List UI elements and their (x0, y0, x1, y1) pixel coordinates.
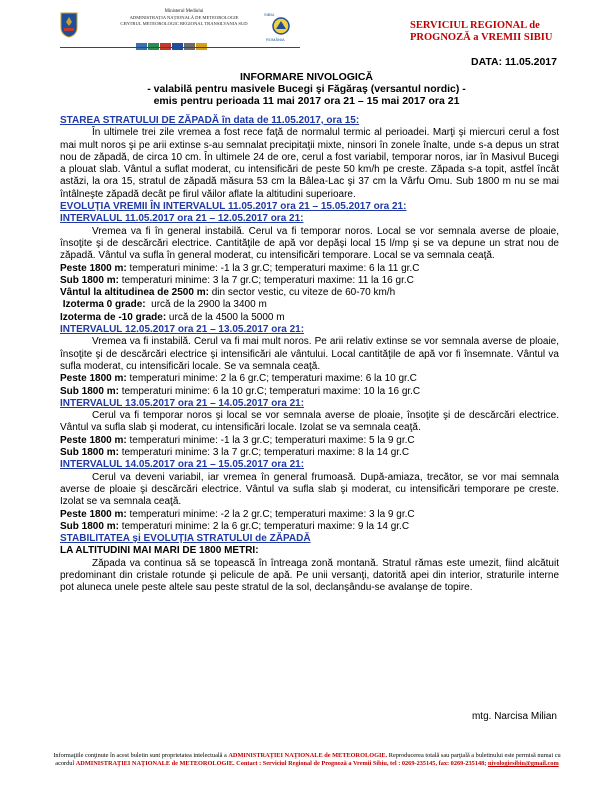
line-value: temperaturi minime: -1 la 3 gr.C; temperaturi maxime: 5 la 9 gr.C (126, 434, 415, 446)
stability-heading: STABILITATEA şi EVOLUŢIA STRATULUI de ZĂPADĂ (60, 533, 311, 545)
interval-text: Cerul va deveni variabil, iar vremea în general frumoasă. După-amiaza, trecător, se vor mai semnala averse de ploaie şi descărcări electrice. Vântul va sufla slab şi moderat, cu intensificări temporare pe creste. Izolat se va semnala ceaţă. (60, 471, 559, 508)
bulletin-date: DATA: 11.05.2017 (471, 56, 557, 68)
isotherm-line (60, 299, 559, 311)
interval-heading: INTERVALUL 12.05.2017 ora 21 – 13.05.2017 ora 21: (60, 324, 305, 336)
temperature-line (60, 373, 559, 385)
temperature-line (60, 435, 559, 447)
interval-text: Vremea va fi instabilă. Cerul va fi mai mult noros. Pe arii relativ extinse se vor semnala averse de ploaie, însoţite şi de descărcări electrice şi intensificări ale vântului. Local cantităţile de apă vor fi însemnate. Vântul va sufla moderat, cu intensificări locale. Se va semnala ceaţă. (60, 336, 559, 372)
interval-heading: INTERVALUL 13.05.2017 ora 21 – 14.05.2017 ora 21: (60, 397, 305, 409)
title-line-3: emis pentru perioada 11 mai 2017 ora 21 – 15 mai 2017 ora 21 (153, 95, 460, 108)
footer-text: Reproducerea totală sau parţială a buletinului este permisă numai cu acordul (55, 752, 561, 768)
line-value: temperaturi minime: 2 la 6 gr.C; temperaturi maxime: 6 la 10 gr.C (126, 373, 417, 385)
line-label: Peste 1800 m: (60, 373, 127, 385)
line-value: temperaturi minime: 6 la 10 gr.C; temperaturi maxime: 10 la 16 gr.C (118, 385, 421, 397)
line-value: temperaturi minime: 3 la 7 gr.C; temperaturi maxime: 11 la 16 gr.C (118, 274, 414, 286)
line-label: Izoterma de -10 grade: (60, 311, 167, 323)
interval-text: Cerul va fi temporar noros şi local se vor semnala averse de ploaie, însoţite şi de descărcări electrice. Vântul va sufla slab şi moderat, cu intensificări locale. Izolat se va semnala ceaţă. (60, 410, 559, 434)
center-name: CENTRUL METEOROLOGIC REGIONAL TRANSILVANIA SUD (120, 21, 248, 26)
footer-email-link[interactable]: nivologiesibiu@gmail.com (487, 760, 559, 768)
sibiu-emblem-icon (270, 16, 292, 36)
temperature-line (60, 509, 559, 521)
line-value: temperaturi minime: 3 la 7 gr.C; temperaturi maxime: 8 la 14 gr.C (118, 447, 410, 459)
bulletin-title (60, 71, 553, 108)
stability-subheading: LA ALTITUDINI MAI MARI DE 1800 METRI: (60, 545, 259, 557)
line-label: Sub 1800 m: (60, 447, 119, 459)
snow-state-text: În ultimele trei zile vremea a fost rece faţă de normalul termic al perioadei. Marţi şi miercuri cerul a fost mai mult noros şi pe arii extinse s-au semnalat precipitaţii mixte, ninsori în zonele înalte, unde s-a depus un strat nou de zăpadă, de circa 10 cm. În ultimele 24 de ore, cerul a fost variabil, temporar noros, iar în Masivul Bucegi a plouat slab. Vântul a suflat moderat, cu intensificări de peste 50 km/h pe creste. Zăpada s-a topit, astfel încât astăzi, la ora 15, stratul de zăpadă măsura 53 cm la Bâlea-Lac şi 37 cm la Vârfu Omu. Sub 1800 m nu se mai întâlneşte zăpadă decât pe firul văilor aflate la altitudini superioare. (60, 127, 559, 200)
bulletin-body (60, 115, 559, 595)
signature: mtg. Narcisa Milian (471, 711, 557, 722)
footer-text: Informaţiile conţinute în acest buletin sunt proprietatea intelectuală a (53, 752, 229, 759)
interval-heading: INTERVALUL 11.05.2017 ora 21 – 12.05.2017 ora 21: (60, 213, 304, 225)
snow-state-heading: STAREA STRATULUI DE ZĂPADĂ în data de 11.05.2017, ora 15: (60, 115, 360, 126)
line-label: Peste 1800 m: (60, 262, 127, 274)
ministry-name: Ministerul Mediului (164, 9, 204, 14)
line-value: urcă de la 2900 la 3400 m (145, 299, 267, 311)
line-label: Sub 1800 m: (60, 520, 119, 532)
line-value: temperaturi minime: -1 la 3 gr.C; temperaturi maxime: 6 la 11 gr.C (126, 262, 420, 274)
service-line-2: PROGNOZĂ a VREMII SIBIU (410, 32, 553, 43)
temperature-line (60, 447, 559, 459)
line-value: temperaturi minime: 2 la 6 gr.C; temperaturi maxime: 9 la 14 gr.C (118, 520, 410, 532)
temperature-line (60, 275, 559, 287)
temperature-line (60, 263, 559, 275)
interval-text: Vremea va fi în general instabilă. Cerul va fi temporar noros. Local se vor semnala averse de ploaie, însoţite şi de descărcări electrice. Cantităţile de apă vor depăşi local 15 l/mp şi se va depune un strat nou de zăpadă. Vântul va sufla în general moderat, cu intensificări temporare. Local se va semnala ceaţă. (60, 225, 559, 262)
line-label: Sub 1800 m: (60, 274, 119, 286)
line-label: Peste 1800 m: (60, 434, 127, 446)
interval-heading: INTERVALUL 14.05.2017 ora 21 – 15.05.2017 ora 21: (60, 459, 305, 471)
line-label: Peste 1800 m: (60, 508, 127, 520)
service-name (410, 20, 570, 44)
title-line-2: - valabilă pentru masivele Bucegi şi Făgăraş (versantul nordic) - (147, 83, 466, 96)
stability-text: Zăpada va continua să se topească în întreaga zonă montană. Stratul rămas este umezit, fiind alcătuit predominant din cristale rotunde şi pelicule de apă. Pe unii versanţi, datorită apei din interior, straturile interne pot aluneca unele peste altele sau peste stratul de la sol, declanşându-se avalanşe de topire. (60, 557, 559, 594)
line-label: Izoterma 0 grade: (60, 299, 146, 311)
wind-line (60, 287, 559, 299)
line-label: Sub 1800 m: (60, 385, 119, 397)
line-value: din sector vestic, cu viteze de 60-70 km/h (208, 287, 396, 299)
footer-org: ADMINISTRAŢIEI NAŢIONALE de METEOROLOGIE. (228, 752, 388, 759)
footer-contact: Contact : Serviciul Regional de Prognoză a Vremii Sibiu (234, 760, 387, 768)
line-label: Vântul la altitudinea de 2500 m: (60, 287, 209, 299)
header-divider (60, 47, 300, 48)
footer-disclaimer (50, 752, 564, 769)
footer-phone: , tel : 0269-235145, fax: 0269-235148; (386, 760, 488, 768)
title-line-1: INFORMARE NIVOLOGICĂ (240, 71, 373, 83)
temperature-line (60, 386, 559, 398)
footer-org: ADMINISTRAŢIEI NAŢIONALE de METEOROLOGIE. (75, 760, 235, 768)
line-value: temperaturi minime: -2 la 2 gr.C; temperaturi maxime: 3 la 9 gr.C (126, 508, 415, 520)
partner-logos (136, 37, 208, 45)
administration-name: ADMINISTRAȚIA NAȚIONALĂ DE METEOROLOGIE (129, 15, 239, 20)
coat-of-arms-logo (60, 12, 78, 38)
evolution-heading: EVOLUŢIA VREMII ÎN INTERVALUL 11.05.2017 ora 21 – 15.05.2017 ora 21: (60, 201, 407, 213)
line-value: urcă de la 4500 la 5000 m (166, 311, 285, 323)
isotherm-line (60, 312, 559, 324)
header-institution (84, 9, 284, 27)
temperature-line (60, 521, 559, 533)
romania-label: ROMÂNIA (266, 37, 285, 42)
service-line-1: SERVICIUL REGIONAL de (410, 20, 540, 31)
sibiu-label: SIBIU (264, 12, 275, 17)
